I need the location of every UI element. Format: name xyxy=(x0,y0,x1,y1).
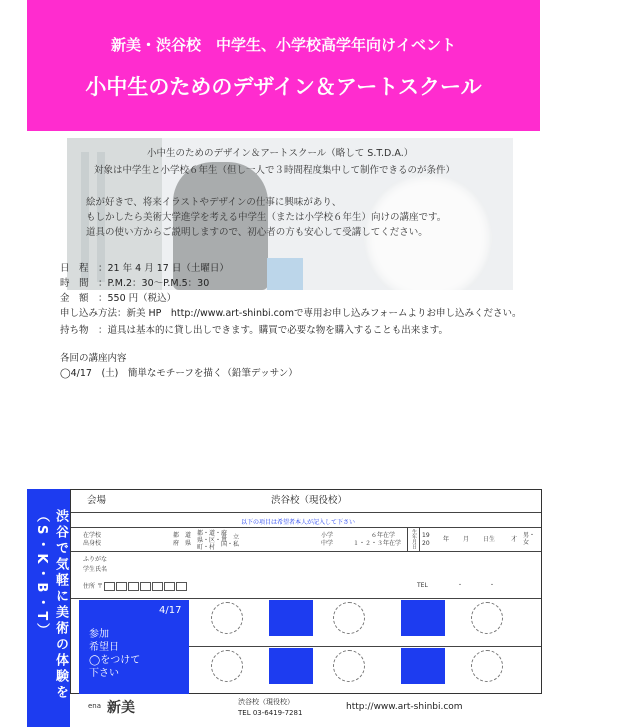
logo-shinbi: 新美 xyxy=(107,700,135,716)
year-prefix-20: 20 xyxy=(422,540,430,547)
intro-line-2: 対象は中学生と小学校６年生（但し一人で３時間程度集中して制作できるのが条件） xyxy=(94,165,456,176)
city-label-1: 都・道・府 xyxy=(197,530,228,537)
banner-subtitle: 新美・渋谷校 中学生、小学校高学年向けイベント xyxy=(110,36,456,54)
form-divider xyxy=(419,527,420,551)
date-choice-circle[interactable] xyxy=(211,602,243,634)
date-choice-circle[interactable] xyxy=(333,650,365,682)
form-divider xyxy=(71,551,541,552)
intro-line-5: 道具の使い方からご説明しますので、初心者の方も安心して受講してください。 xyxy=(86,227,428,238)
prefecture-label-2: 府 県 xyxy=(173,540,192,547)
intro-line-4: もしかしたら美術大学進学を考える中学生（または小学校６年生）向けの講座です。 xyxy=(86,212,447,223)
side-bar-text: 渋谷で気軽に美術の体験を（S・K・B・T） xyxy=(34,509,68,701)
venue-value: 渋谷校（現役校） xyxy=(271,495,348,506)
application-form xyxy=(70,489,542,694)
course-item: ◯4/17 (土) 簡単なモチーフを描く（鉛筆デッサン） xyxy=(60,368,298,379)
day-label: 日生 xyxy=(483,536,496,543)
photo-sign xyxy=(267,258,303,290)
form-divider xyxy=(71,527,541,528)
month-label: 月 xyxy=(463,536,470,543)
private-label: 国・私 xyxy=(221,541,240,548)
apply-label-3: ◯をつけて xyxy=(89,655,141,666)
grade-123-label: １・２・３年在学 xyxy=(353,540,402,547)
furigana-label: ふりがな xyxy=(83,556,108,563)
date-choice-circle[interactable] xyxy=(211,650,243,682)
date-cell-blue xyxy=(151,648,189,684)
venue-label: 会場 xyxy=(87,495,107,506)
form-note: 以下の項目は希望者本人が記入して下さい xyxy=(241,519,356,526)
date-choice-circle[interactable] xyxy=(333,602,365,634)
date-choice-circle[interactable] xyxy=(471,602,503,634)
date-choice-circle[interactable] xyxy=(471,650,503,682)
address-label: 住所 〒 xyxy=(83,582,187,591)
side-bar xyxy=(27,489,70,727)
banner-title: 小中生のためのデザイン＆アートスクール xyxy=(85,75,482,99)
form-divider xyxy=(71,598,541,599)
apply-label-1: 参加 xyxy=(89,629,109,640)
city-label-3: 町・村 xyxy=(197,544,216,551)
prefecture-label-1: 都 道 xyxy=(173,532,192,539)
event-fee: 金 額 ：550 円（税込） xyxy=(60,293,177,304)
form-divider xyxy=(407,527,408,551)
year-label: 年 xyxy=(443,536,450,543)
city-label-2: 県・区・市 xyxy=(197,537,228,544)
date-cell-blue xyxy=(401,600,445,636)
grade-6-label: ６年在学 xyxy=(371,532,396,539)
birthdate-label: 生年月日 xyxy=(411,529,417,549)
tel-label: TEL xyxy=(417,582,428,589)
year-prefix-19: 19 xyxy=(422,532,430,539)
sex-label: 男・女 xyxy=(523,532,536,546)
event-application: 申し込み方法：新美 HP http://www.art-shinbi.comで専用お申し込みフォームよりお申し込みください。 xyxy=(60,308,522,319)
tel-separator: ・ xyxy=(457,582,464,589)
school-previous-label: 出身校 xyxy=(83,540,102,547)
school-current-label: 在学校 xyxy=(83,532,102,539)
header-banner xyxy=(27,0,540,131)
date-cell-blue xyxy=(401,648,445,684)
junior-high-label: 中学 xyxy=(321,540,334,547)
intro-line-1: 小中生のためのデザイン＆アートスクール（略して S.T.D.A.） xyxy=(147,148,414,159)
date-cell-blue xyxy=(269,600,313,636)
form-divider xyxy=(189,646,541,647)
apply-label-4: 下さい xyxy=(89,668,119,679)
tel-separator: ・ xyxy=(489,582,496,589)
elementary-label: 小学 xyxy=(321,532,334,539)
form-divider xyxy=(71,512,541,513)
date-cell-blue xyxy=(269,648,313,684)
apply-date-value: 4/17 xyxy=(159,605,182,616)
municipal-label: 市 立 xyxy=(221,534,240,541)
footer-school: 渋谷校（現役校） xyxy=(238,698,294,706)
logo-ena: ena xyxy=(88,702,102,710)
event-belongings: 持ち物 ：道具は基本的に貸し出しできます。購買で必要な物を購入することも出来ます。 xyxy=(60,325,448,336)
footer-phone: TEL 03-6419-7281 xyxy=(238,709,303,717)
event-date: 日 程 ：21 年 4 月 17 日（土曜日） xyxy=(60,263,229,274)
footer-url[interactable]: http://www.art-shinbi.com xyxy=(346,702,463,712)
intro-line-3: 絵が好きで、将来イラストやデザインの仕事に興味があり、 xyxy=(86,197,342,208)
course-heading: 各回の講座内容 xyxy=(60,353,127,364)
age-label: 才 xyxy=(511,536,518,543)
event-time: 時 間 ：P.M.2：30〜P.M.5：30 xyxy=(60,278,210,289)
apply-label-2: 希望日 xyxy=(89,642,119,653)
student-name-label: 学生氏名 xyxy=(83,566,108,573)
